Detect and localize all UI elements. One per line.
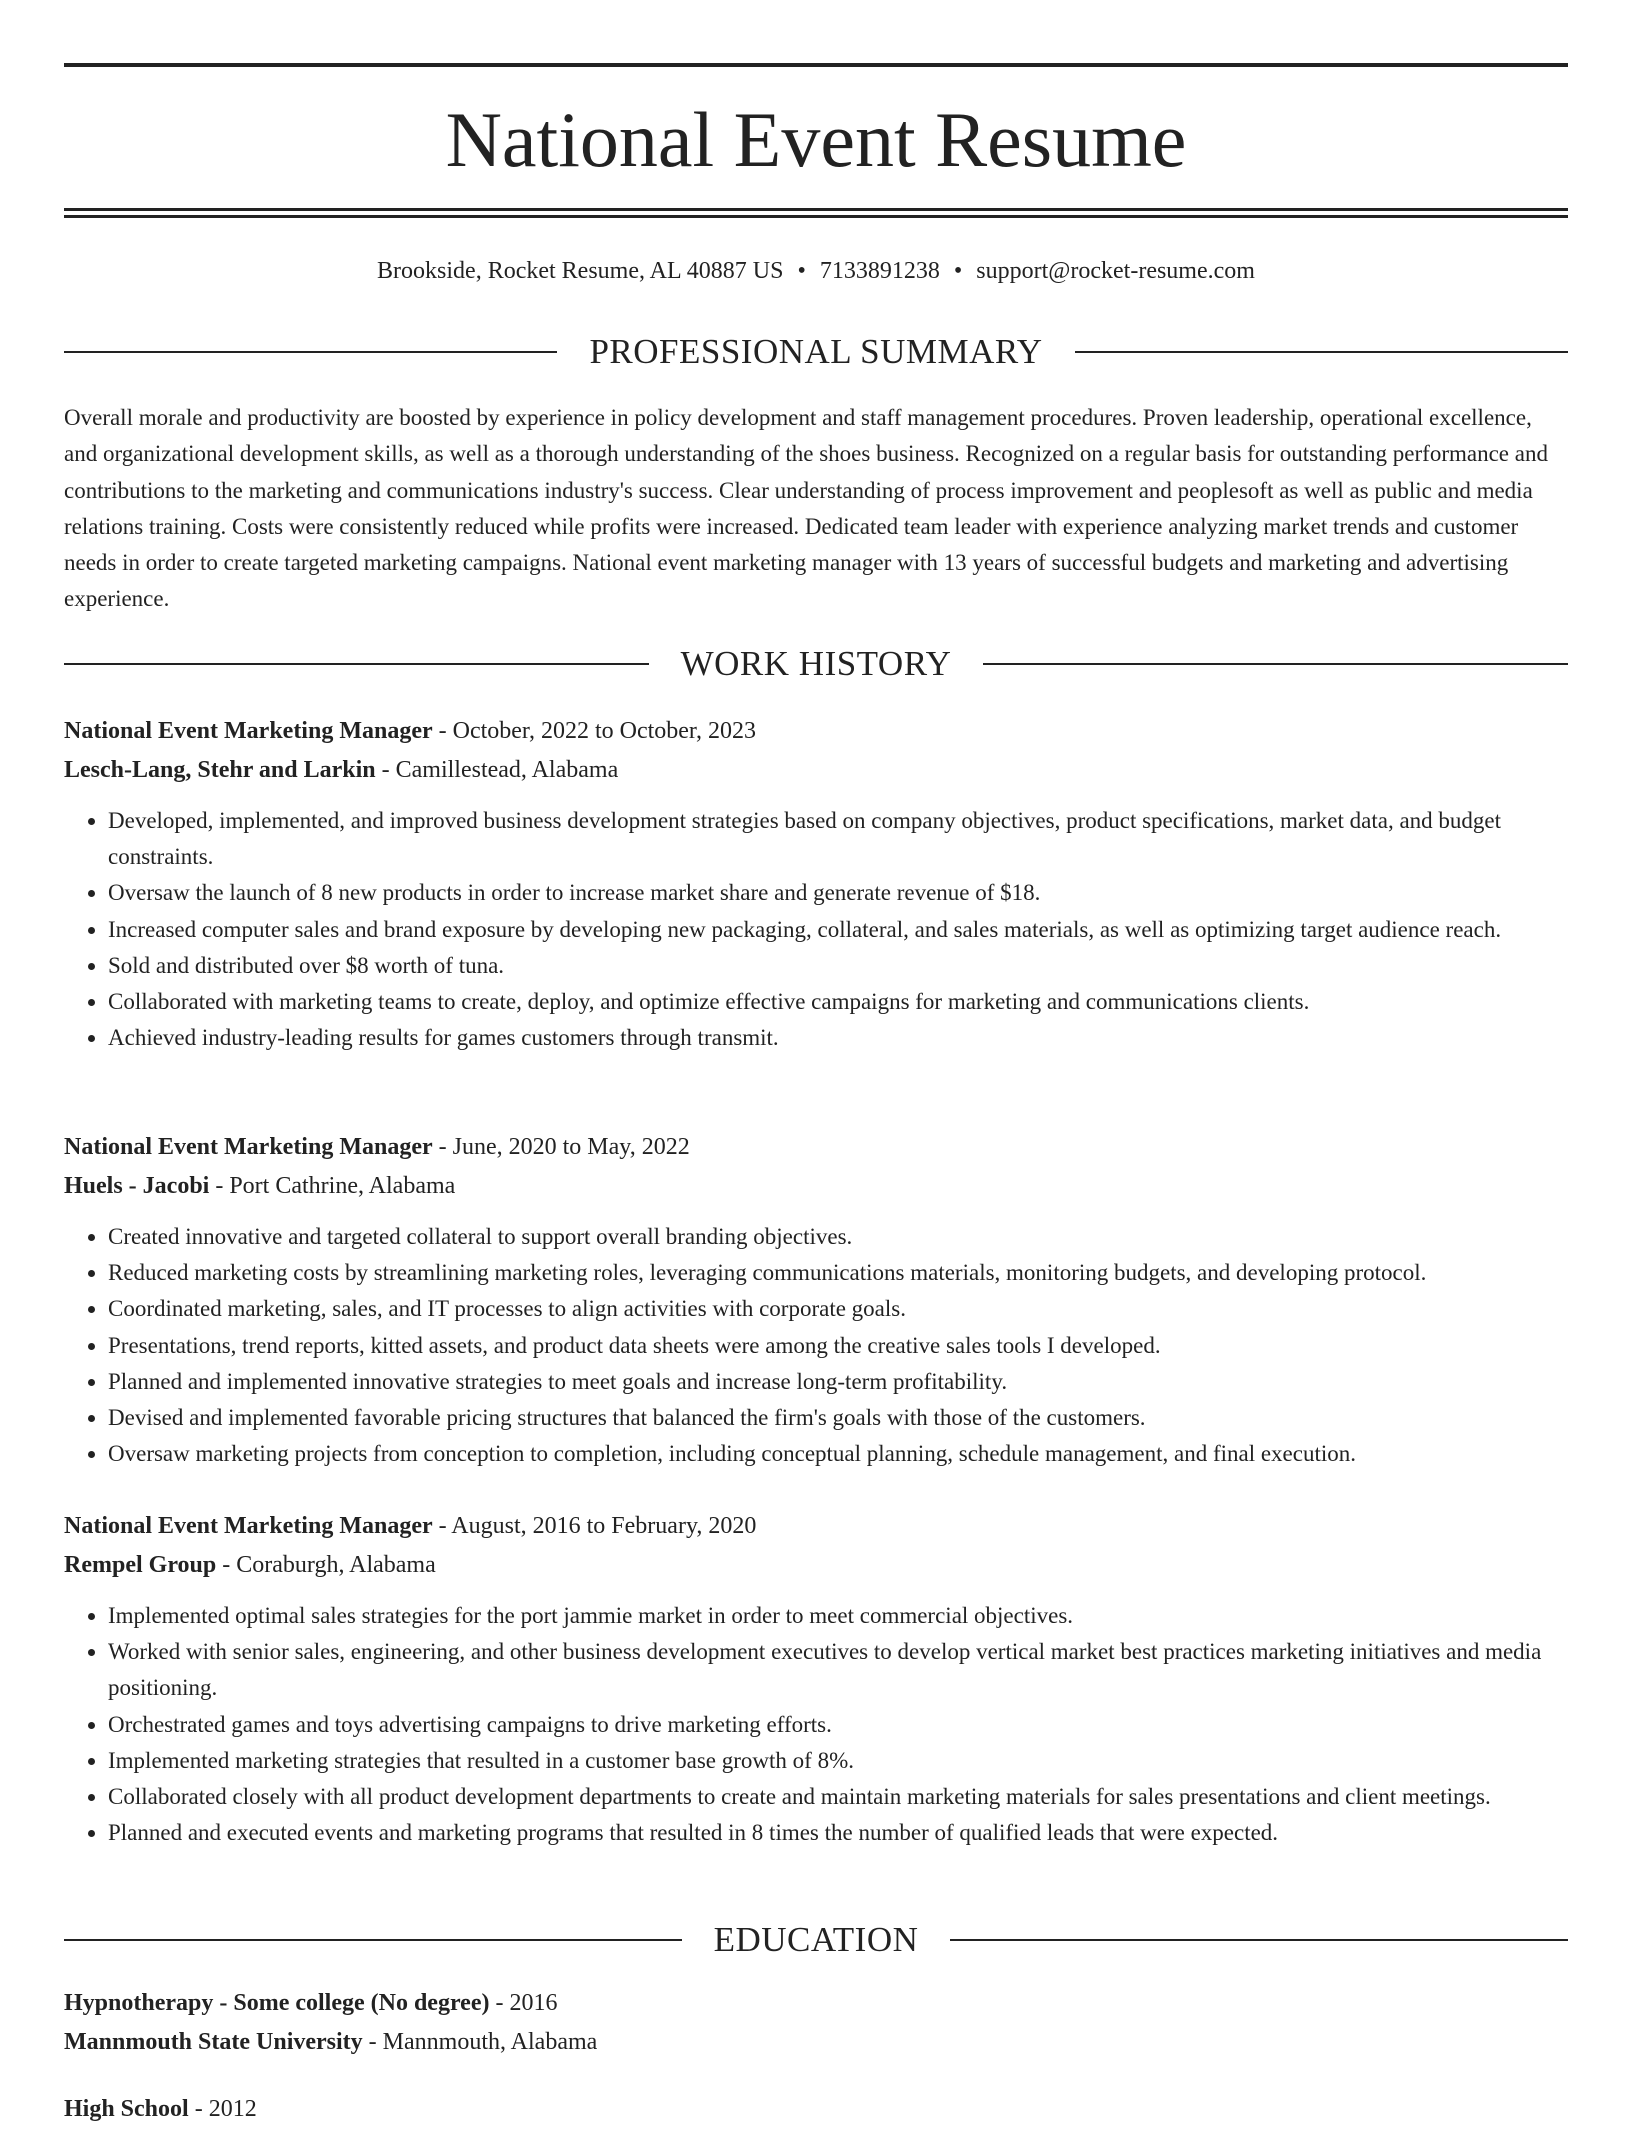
education-degree-line [64,2090,1568,2129]
job-title-line [64,712,1568,751]
education-heading-text: EDUCATION [713,1920,919,1959]
heading-rule-right [983,663,1568,665]
job-bullet: • Orchestrated games and toys advertising campaigns to drive marketing efforts. [108,1707,1568,1743]
job-title: National Event Marketing Manager [64,718,433,744]
education-degree: Hypnotherapy - Some college (No degree) [64,1990,490,2016]
job-bullet: • Achieved industry-leading results for games customers through transmit. [108,1020,1568,1056]
job-entry [64,712,1568,1056]
education-school: Mannmouth State University [64,2029,363,2055]
job-title-line [64,1507,1568,1546]
education-entry [64,1984,1568,2062]
education-degree: High School [64,2096,189,2122]
job-bullet: • Coordinated marketing, sales, and IT processes to align activities with corporate goals. [108,1291,1568,1327]
job-bullet: • Created innovative and targeted collateral to support overall branding objectives. [108,1219,1568,1255]
contact-line [64,255,1568,287]
job-company: Rempel Group [64,1552,217,1578]
header-double-rule-lower [64,215,1568,218]
job-bullet: • Devised and implemented favorable pricing structures that balanced the firm's goals with those of the customers. [108,1400,1568,1436]
resume-title: National Event Resume [445,96,1187,183]
job-bullet: • Collaborated with marketing teams to create, deploy, and optimize effective campaigns for marketing and communications clients. [108,984,1568,1020]
job-bullets [64,803,1568,1056]
contact-phone: 7133891238 [819,258,940,284]
work-history-heading-text: WORK HISTORY [680,644,952,683]
heading-rule-right [950,1939,1568,1941]
job-bullet: • Planned and implemented innovative strategies to meet goals and increase long-term profitability. [108,1364,1568,1400]
education-degree-line [64,1984,1568,2023]
job-bullet: • Increased computer sales and brand exposure by developing new packaging, collateral, and sales materials, as well as optimizing target audience reach. [108,912,1568,948]
heading-rule-left [64,351,557,353]
job-bullet: • Oversaw marketing projects from conception to completion, including conceptual planning, schedule management, and final execution. [108,1436,1568,1472]
job-bullet: • Reduced marketing costs by streamlining marketing roles, leveraging communications materials, monitoring budgets, and developing protocol. [108,1255,1568,1291]
heading-rule-left [64,663,649,665]
contact-address: Brookside, Rocket Resume, AL 40887 US [377,258,784,284]
heading-rule-right [1075,351,1568,353]
job-title: National Event Marketing Manager [64,1513,433,1539]
education-year: - 2016 [489,1990,558,2016]
work-history-heading [64,644,1568,684]
header-top-rule [64,63,1568,67]
job-location: - Port Cathrine, Alabama [209,1173,456,1199]
job-dates: - August, 2016 to February, 2020 [432,1513,757,1539]
job-bullet: • Implemented optimal sales strategies for the port jammie market in order to meet commercial objectives. [108,1598,1568,1634]
job-bullet: • Sold and distributed over $8 worth of tuna. [108,948,1568,984]
job-title: National Event Marketing Manager [64,1134,433,1160]
summary-heading-text: PROFESSIONAL SUMMARY [589,332,1043,371]
education-location: - Mannmouth, Alabama [362,2029,598,2055]
job-company-line [64,1167,1568,1206]
job-bullet: • Planned and executed events and marketing programs that resulted in 8 times the number of qualified leads that were expected. [108,1815,1568,1851]
contact-separator: • [797,258,806,284]
job-location: - Camillestead, Alabama [375,757,619,783]
job-dates: - June, 2020 to May, 2022 [432,1134,690,1160]
job-location: - Coraburgh, Alabama [216,1552,436,1578]
job-company: Lesch-Lang, Stehr and Larkin [64,757,376,783]
summary-text: Overall morale and productivity are boosted by experience in policy development and staff management procedures. Proven leadership, operational excellence, and organizational development skills, as well as a thorough understanding of the shoes business. Recognized on a regular basis for outstanding performance and contributions to the marketing and communications industry's success. Clear understanding of process improvement and peoplesoft as well as public and media relations training. Costs were consistently reduced while profits were increased. Dedicated team leader with experience analyzing market trends and customer needs in order to create targeted marketing campaigns. National event marketing manager with 13 years of successful budgets and marketing and advertising experience. [64,405,1548,612]
job-company-line [64,1546,1568,1585]
contact-email: support@rocket-resume.com [976,258,1255,284]
job-bullets [64,1598,1568,1851]
job-bullet: • Worked with senior sales, engineering, and other business development executives to develop vertical market best practices marketing initiatives and media positioning. [108,1634,1568,1706]
education-school-line [64,2023,1568,2062]
job-entry [64,1507,1568,1851]
contact-separator: • [953,258,963,284]
job-company-line [64,751,1568,790]
job-entry [64,1128,1568,1472]
job-bullets [64,1219,1568,1472]
education-year: - 2012 [188,2096,257,2122]
job-bullet: • Oversaw the launch of 8 new products in order to increase market share and generate revenue of $18. [108,875,1568,911]
job-bullet: • Presentations, trend reports, kitted assets, and product data sheets were among the creative sales tools I developed. [108,1328,1568,1364]
education-entry [64,2090,1568,2129]
job-bullet: • Developed, implemented, and improved business development strategies based on company objectives, product specifications, market data, and budget constraints. [108,803,1568,875]
education-heading [64,1920,1568,1960]
job-dates: - October, 2022 to October, 2023 [432,718,756,744]
job-company: Huels - Jacobi [64,1173,210,1199]
job-bullet: • Implemented marketing strategies that resulted in a customer base growth of 8%. [108,1743,1568,1779]
header-double-rule-upper [64,208,1568,211]
job-title-line [64,1128,1568,1167]
summary-heading [64,332,1568,372]
job-bullet: • Collaborated closely with all product development departments to create and maintain marketing materials for sales presentations and client meetings. [108,1779,1568,1815]
heading-rule-left [64,1939,682,1941]
